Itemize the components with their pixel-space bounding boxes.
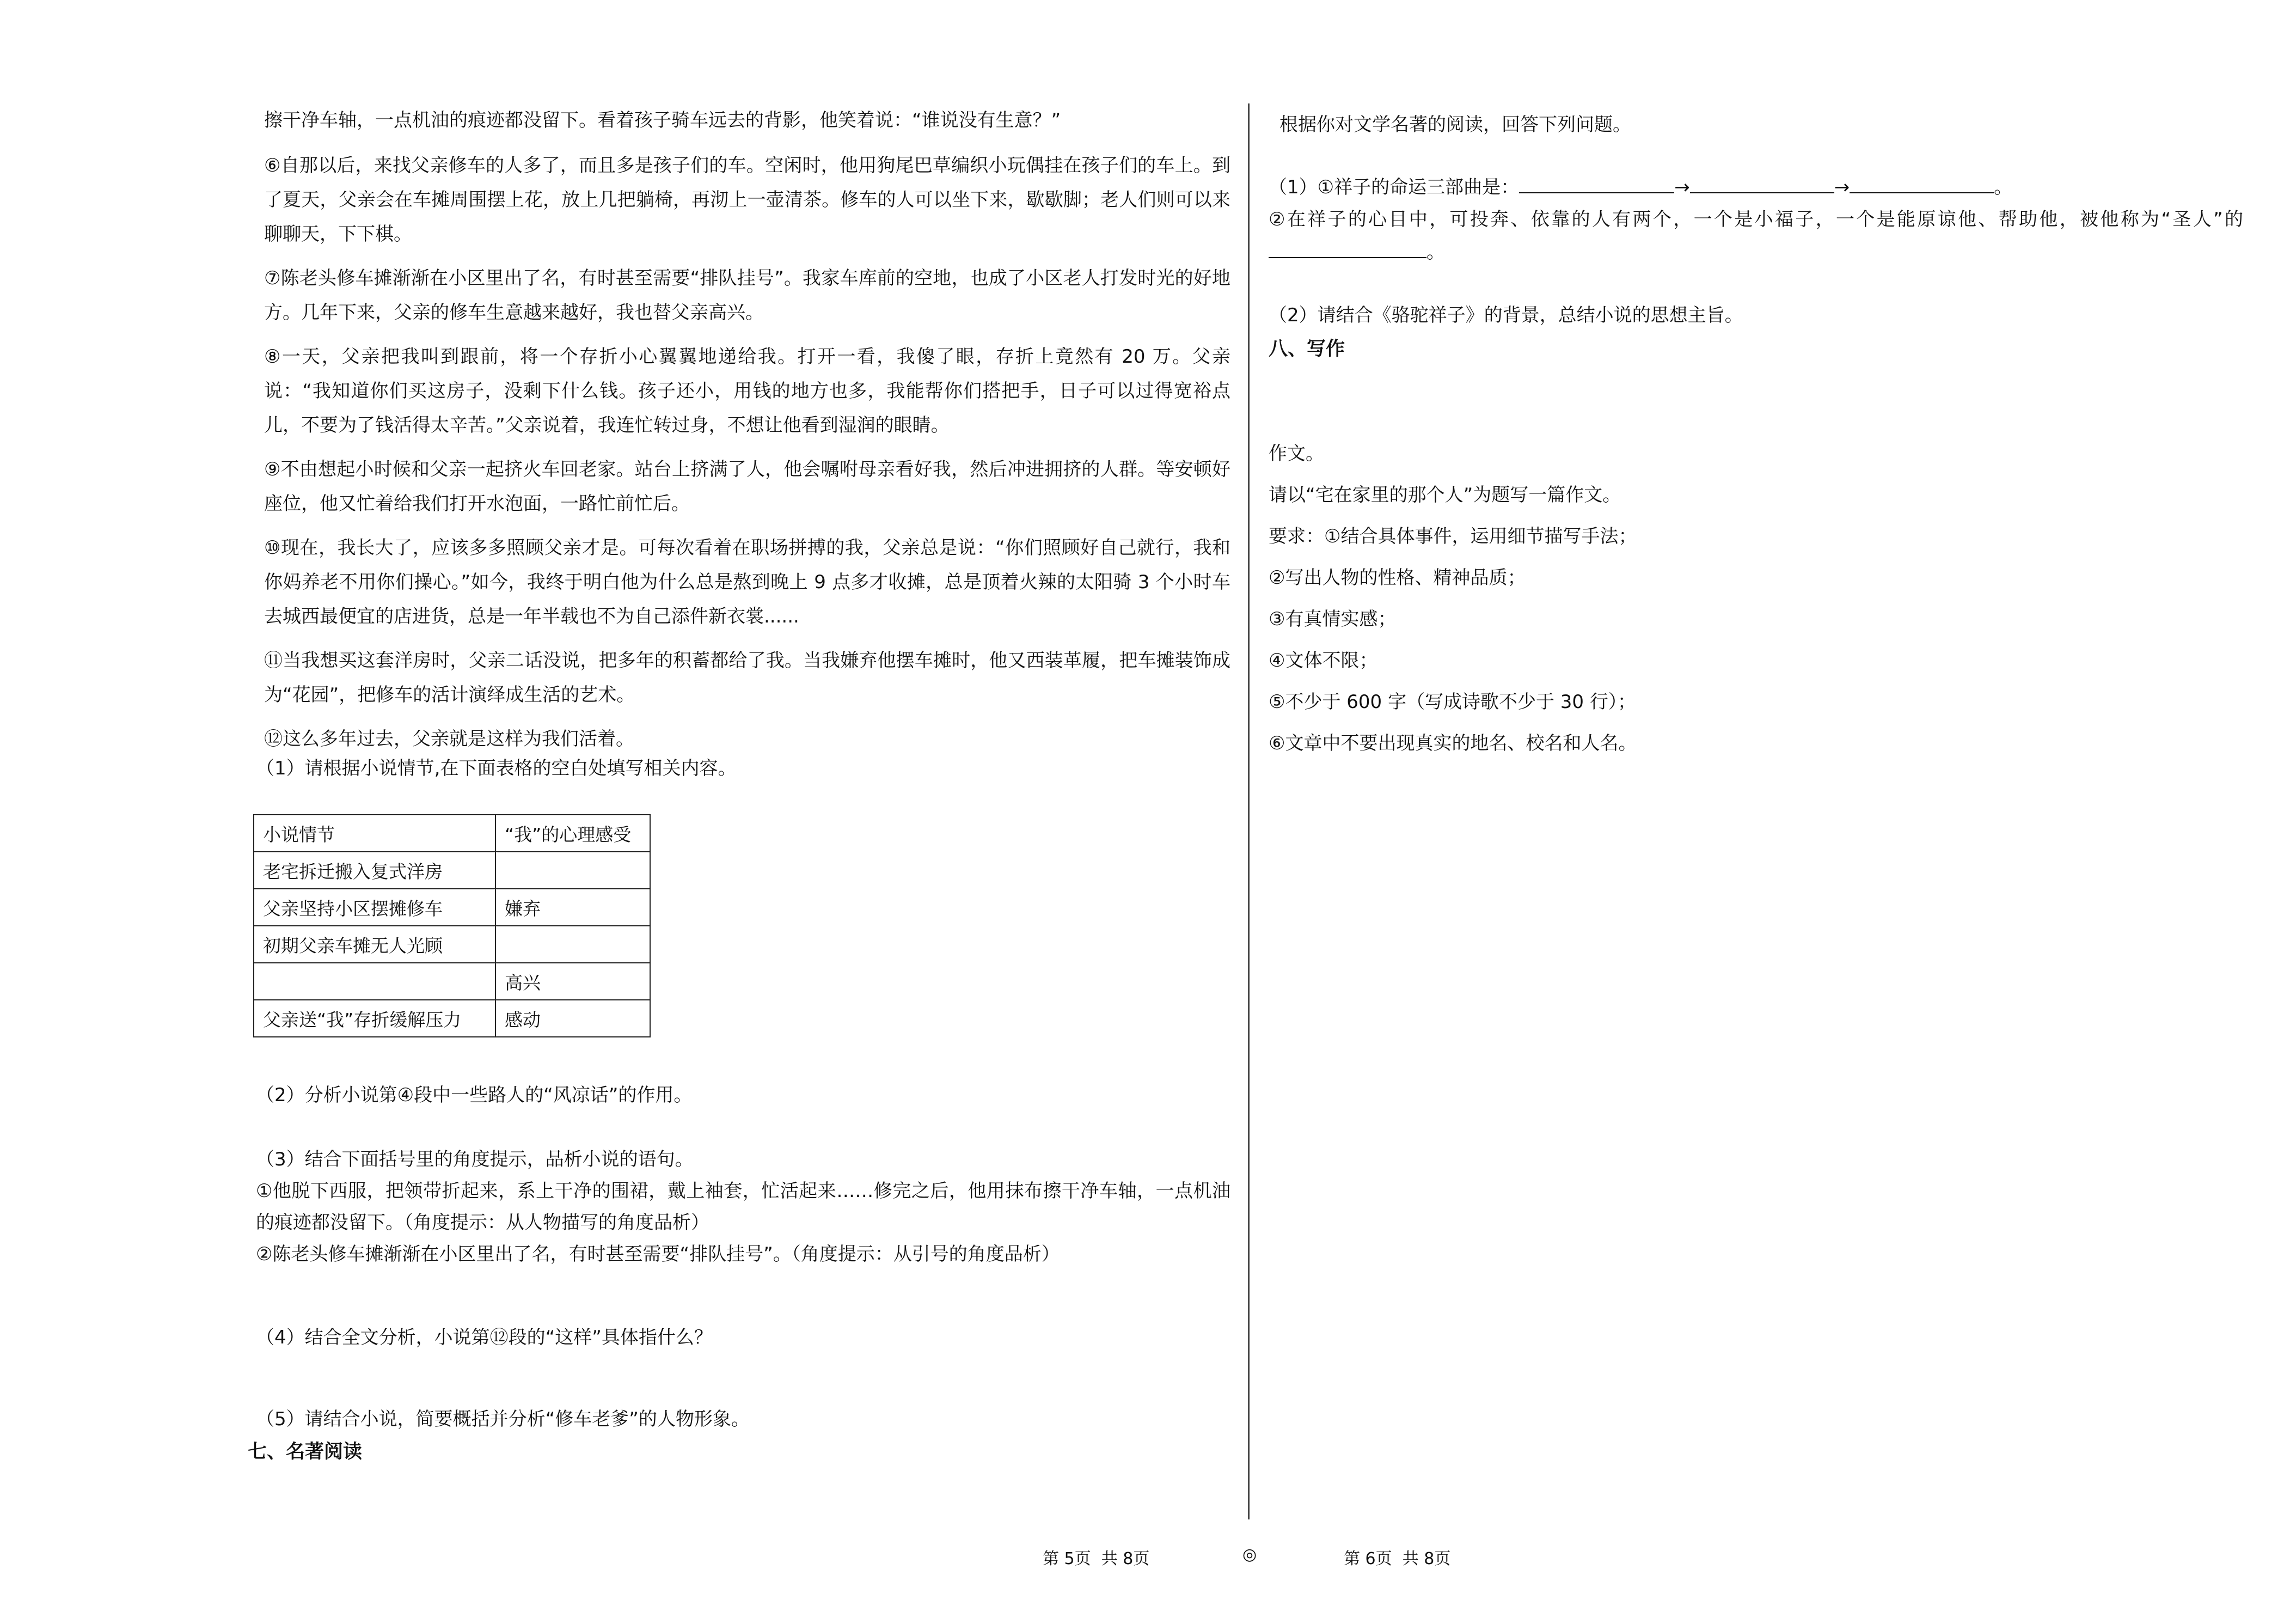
table-header-row [254,815,650,852]
table-cell: 初期父亲车摊无人光顾 [254,926,495,963]
essay-intro: 作文。 [1269,443,1324,465]
arrow-icon: → [1834,176,1850,198]
story-paragraph: ⑩现在，我长大了，应该多多照顾父亲才是。可每次看着在职场拼搏的我，父亲总是说：“你们照顾好自己就行，我和你妈养老不用你们操心。”如今，我终于明白他为什么总是熬到晚上 9 点多才收摊，总是顶着火辣的太阳骑 3 个小时车去城西最便宜的店进货，总是一年半载也不为自己添件新衣裳...... [264,537,1230,627]
column-divider [1248,103,1250,1519]
punctuation: 。 [1994,176,2013,198]
table-row [254,852,650,889]
question-3-item-1: ①他脱下西服，把领带折起来，系上干净的围裙，戴上袖套，忙活起来……修完之后，他用抹布擦干净车轴，一点机油的痕迹都没留下。（角度提示：从人物描写的角度品析） [256,1180,1230,1234]
question-3-item-2: ②陈老头修车摊渐渐在小区里出了名，有时甚至需要“排队挂号”。（角度提示：从引号的角度品析） [256,1243,1060,1265]
essay-title: 请以“宅在家里的那个人”为题写一篇作文。 [1269,484,1621,506]
question-1: （1）请根据小说情节,在下面表格的空白处填写相关内容。 [256,758,737,779]
left-column [264,103,1230,766]
essay-requirement: ③有真情实感； [1269,608,1397,630]
table-row [254,926,650,963]
question-3: （3）结合下面括号里的角度提示，品析小说的语句。 [256,1149,694,1170]
question-3-block [256,1144,1230,1270]
essay-requirement: ⑤不少于 600 字（写成诗歌不少于 30 行）； [1269,691,1636,713]
story-paragraph: ⑫这么多年过去，父亲就是这样为我们活着。 [264,728,634,750]
essay-requirement: ④文体不限； [1269,650,1378,671]
essay-requirement: ⑥文章中不要出现真实的地名、校名和人名。 [1269,732,1637,754]
table-cell: 嫌弃 [495,889,650,926]
table-cell-blank[interactable] [254,963,495,1000]
page-number-left: 第 5页 共 8页 [1043,1549,1150,1568]
question-5: （5）请结合小说，简要概括并分析“修车老爹”的人物形象。 [256,1408,750,1430]
table-row [254,1000,650,1037]
question-2: （2）分析小说第④段中一些路人的“风凉话”的作用。 [256,1084,693,1106]
table-row [254,963,650,1000]
table-header-cell: 小说情节 [254,815,495,852]
table-cell: 老宅拆迁搬入复式洋房 [254,852,495,889]
question-4: （4）结合全文分析，小说第⑫段的“这样”具体指什么？ [256,1327,713,1348]
table-cell: 高兴 [495,963,650,1000]
story-paragraph: ⑦陈老头修车摊渐渐在小区里出了名，有时甚至需要“排队挂号”。我家车库前的空地，也成了小区老人打发时光的好地方。几年下来，父亲的修车生意越来越好，我也替父亲高兴。 [264,267,1230,323]
section-7-heading: 七、名著阅读 [248,1441,363,1463]
plot-table [253,814,651,1037]
question-r2: （2）请结合《骆驼祥子》的背景，总结小说的思想主旨。 [1269,304,1743,326]
essay-requirement: ②写出人物的性格、精神品质； [1269,567,1526,589]
table-cell-blank[interactable] [495,852,650,889]
story-paragraph: ⑪当我想买这套洋房时，父亲二话没说，把多年的积蓄都给了我。当我嫌弃他摆车摊时，他又西装革履，把车摊装饰成为“花园”，把修车的活计演绎成生活的艺术。 [264,650,1230,706]
story-paragraph: 擦干净车轴，一点机油的痕迹都没留下。看着孩子骑车远去的背影，他笑着说：“谁说没有生意？” [264,109,1061,131]
table-header-cell: “我”的心理感受 [495,815,650,852]
page-number-right: 第 6页 共 8页 [1344,1549,1451,1568]
section-8-heading: 八、写作 [1269,338,1345,360]
answer-blank[interactable] [1850,173,1994,193]
question-r1-line2-text: ②在祥子的心目中，可投奔、依靠的人有两个，一个是小福子，一个是能原谅他、帮助他，被他称为“圣人”的 [1269,209,2243,230]
question-r1-prefix: （1）①祥子的命运三部曲是： [1269,176,1520,198]
table-cell: 父亲送“我”存折缓解压力 [254,1000,495,1037]
answer-blank[interactable] [1690,173,1834,193]
answer-blank[interactable] [1269,237,1426,258]
center-mark: ◎ [1242,1545,1257,1564]
punctuation: 。 [1426,241,1445,263]
reading-intro: 根据你对文学名著的阅读，回答下列问题。 [1279,114,1631,136]
arrow-icon: → [1674,176,1690,198]
question-r1-line1 [1269,172,2243,203]
essay-requirement: 要求：①结合具体事件，运用细节描写手法； [1269,526,1637,547]
table-cell: 父亲坚持小区摆摊修车 [254,889,495,926]
story-paragraph: ⑥自那以后，来找父亲修车的人多了，而且多是孩子们的车。空闲时，他用狗尾巴草编织小玩偶挂在孩子们的车上。到了夏天，父亲会在车摊周围摆上花，放上几把躺椅，再沏上一壶清茶。修车的人可以坐下来，歇歇脚；老人们则可以来聊聊天，下下棋。 [264,155,1230,245]
table-cell: 感动 [495,1000,650,1037]
table-row [254,889,650,926]
essay-block [1269,433,2238,764]
question-r1-line2 [1269,203,2243,268]
table-cell-blank[interactable] [495,926,650,963]
story-paragraph: ⑨不由想起小时候和父亲一起挤火车回老家。站台上挤满了人，他会嘱咐母亲看好我，然后冲进拥挤的人群。等安顿好座位，他又忙着给我们打开水泡面，一路忙前忙后。 [264,459,1230,515]
question-r1-block [1269,172,2243,268]
answer-blank[interactable] [1519,173,1674,193]
story-paragraph: ⑧一天，父亲把我叫到跟前，将一个存折小心翼翼地递给我。打开一看，我傻了眼，存折上竟然有 20 万。父亲说：“我知道你们买这房子，没剩下什么钱。孩子还小，用钱的地方也多，我能帮你们搭把手，日子可以过得宽裕点儿，不要为了钱活得太辛苦。”父亲说着，我连忙转过身，不想让他看到湿润的眼睛。 [264,346,1230,436]
